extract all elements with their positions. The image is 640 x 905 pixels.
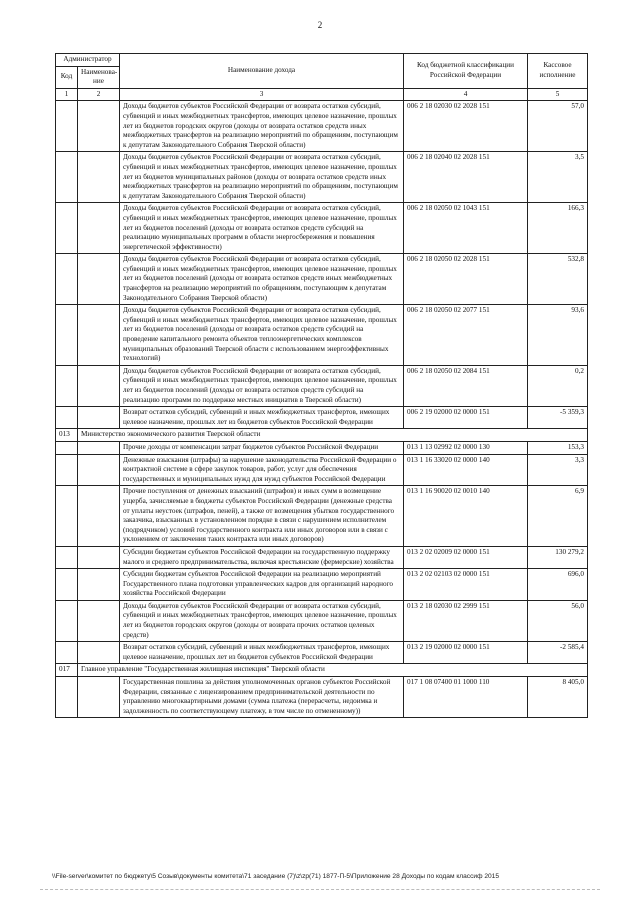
table-row	[56, 101, 588, 152]
income-name: Доходы бюджетов субъектов Российской Федерации от возврата остатков субсидий, субвенций и иных межбюджетных трансфертов, имеющих целевое назначение, прошлых лет из бюджетов муниципальных районов (доходы от возврата остатков средств иных межбюджетных трансфертов на реализацию мероприятий по обращениям, поступающим к депутатам Законодательного Собрания Тверской области)	[120, 152, 404, 203]
income-name: Прочие доходы от компенсации затрат бюджетов субъектов Российской Федерации	[120, 441, 404, 454]
section-row-017	[56, 664, 588, 677]
budget-code: 006 2 18 02040 02 2028 151	[404, 152, 528, 203]
col-num-5: 5	[528, 88, 588, 101]
budget-code: 006 2 18 02050 02 2028 151	[404, 254, 528, 305]
amount: 56,0	[528, 600, 588, 641]
budget-code: 006 2 18 02030 02 2028 151	[404, 101, 528, 152]
amount: 6,9	[528, 486, 588, 547]
header-code: Код	[56, 66, 78, 88]
col-num-4: 4	[404, 88, 528, 101]
admin-name: Главное управление "Государственная жилищная инспекция" Тверской области	[78, 664, 588, 677]
amount: 0,2	[528, 365, 588, 406]
budget-code: 013 1 16 90020 02 0010 140	[404, 486, 528, 547]
amount: 8 405,0	[528, 677, 588, 718]
budget-code: 013 1 16 33020 02 0000 140	[404, 454, 528, 486]
table-row	[56, 569, 588, 601]
budget-code: 013 1 13 02992 02 0000 130	[404, 441, 528, 454]
table-row	[56, 600, 588, 641]
budget-code: 006 2 18 02050 02 2084 151	[404, 365, 528, 406]
amount: 57,0	[528, 101, 588, 152]
income-name: Субсидии бюджетам субъектов Российской Федерации на государственную поддержку малого и среднего предпринимательства, включая крестьянские (фермерские) хозяйства	[120, 546, 404, 568]
income-name: Доходы бюджетов субъектов Российской Федерации от возврата остатков субсидий, субвенций и иных межбюджетных трансфертов, имеющих целевое назначение, прошлых лет из бюджетов поселений (доходы от возврата остатков средств иных межбюджетных трансфертов на реализацию мероприятий по обращениям, поступающим к депутатам Законодательного Собрания Тверской области)	[120, 254, 404, 305]
budget-code: 013 2 02 02103 02 0000 151	[404, 569, 528, 601]
income-name: Прочие поступления от денежных взысканий (штрафов) и иных сумм в возмещение ущерба, зачисляемые в бюджеты субъектов Российской Федерации (денежные средства от уплаты неустоек (штрафов, пеней), а также от возмещения убытков государственного заказчика, взысканных в установленном порядке в связи с нарушением исполнителем (подрядчиком) условий государственного контракта или иных договоров или в связи с уклонением от заключения таких контракта или иных договоров)	[120, 486, 404, 547]
amount: 153,3	[528, 441, 588, 454]
amount: 3,5	[528, 152, 588, 203]
income-name: Государственная пошлина за действия уполномоченных органов субъектов Российской Федерации, связанные с лицензированием предпринимательской деятельности по управлению многоквартирными домами (сумма платежа (перерасчеты, недоимка и задолженность по соответствующему платежу, в том числе по отмененному))	[120, 677, 404, 718]
budget-code: 006 2 18 02050 02 1043 151	[404, 203, 528, 254]
income-name: Доходы бюджетов субъектов Российской Федерации от возврата остатков субсидий, субвенций и иных межбюджетных трансфертов, имеющих целевое назначение, прошлых лет из бюджетов поселений (доходы от возврата остатков средств субсидий на проведение капитального ремонта объектов теплоэнергетических комплексов муниципальных образований Тверской области с использованием энергоэффективных технологий)	[120, 305, 404, 366]
amount: 93,6	[528, 305, 588, 366]
header-income-name: Наименование дохода	[120, 54, 404, 89]
header-budget-code: Код бюджетной классификации Российской Федерации	[404, 54, 528, 89]
col-num-2: 2	[78, 88, 120, 101]
budget-code: 013 2 02 02009 02 0000 151	[404, 546, 528, 568]
income-name: Денежные взыскания (штрафы) за нарушение законодательства Российской Федерации о контрактной системе в сфере закупок товаров, работ, услуг для обеспечения государственных и муниципальных нужд для нужд субъектов Российской Федерации	[120, 454, 404, 486]
admin-code: 013	[56, 429, 78, 442]
table-row	[56, 642, 588, 664]
table-row	[56, 546, 588, 568]
table-row	[56, 254, 588, 305]
income-name: Доходы бюджетов субъектов Российской Федерации от возврата остатков субсидий, субвенций и иных межбюджетных трансфертов, имеющих целевое назначение, прошлых лет из бюджетов городских округов (доходы от возврата остатков средств иных межбюджетных трансфертов на реализацию мероприятий по обращениям, поступающим к депутатам Законодательного Собрания Тверской области)	[120, 101, 404, 152]
section-row-013	[56, 429, 588, 442]
amount: 532,8	[528, 254, 588, 305]
table-row	[56, 407, 588, 429]
amount: 3,3	[528, 454, 588, 486]
budget-code: 013 2 19 02000 02 0000 151	[404, 642, 528, 664]
budget-code: 013 2 18 02030 02 2999 151	[404, 600, 528, 641]
table-row	[56, 677, 588, 718]
income-name: Возврат остатков субсидий, субвенций и иных межбюджетных трансфертов, имеющих целевое назначение, прошлых лет из бюджетов субъектов Российской Федерации	[120, 407, 404, 429]
col-num-3: 3	[120, 88, 404, 101]
col-num-1: 1	[56, 88, 78, 101]
admin-code: 017	[56, 664, 78, 677]
income-table	[55, 53, 588, 718]
footer-divider	[40, 889, 600, 890]
amount: -5 359,3	[528, 407, 588, 429]
amount: 130 279,2	[528, 546, 588, 568]
table-row	[56, 454, 588, 486]
amount: 696,0	[528, 569, 588, 601]
income-name: Субсидии бюджетам субъектов Российской Федерации на реализацию мероприятий Государственного плана подготовки управленческих кадров для организаций народного хозяйства Российской Федерации	[120, 569, 404, 601]
amount: 166,3	[528, 203, 588, 254]
page-number: 2	[317, 20, 323, 30]
budget-code: 006 2 18 02050 02 2077 151	[404, 305, 528, 366]
income-name: Возврат остатков субсидий, субвенций и иных межбюджетных трансфертов, имеющих целевое назначение, прошлых лет из бюджетов субъектов Российской Федерации	[120, 642, 404, 664]
amount: -2 585,4	[528, 642, 588, 664]
income-name: Доходы бюджетов субъектов Российской Федерации от возврата остатков субсидий, субвенций и иных межбюджетных трансфертов, имеющих целевое назначение, прошлых лет из бюджетов поселений (доходы от возврата остатков средств субсидий на реализацию программ по поддержке местных инициатив в Тверской области)	[120, 365, 404, 406]
table-row	[56, 305, 588, 366]
budget-code: 017 1 08 07400 01 1000 110	[404, 677, 528, 718]
table-row	[56, 152, 588, 203]
table-row	[56, 441, 588, 454]
table-row	[56, 486, 588, 547]
header-cash: Кассовое исполнение	[528, 54, 588, 89]
file-path-footer: \\File-server\комитет по бюджету\5 Созыв\документы комитета\71 заседание (7)\z\zp(71) 1877-П-5\Приложение 28 Доходы по кодам классиф 2015	[52, 873, 499, 880]
table-row	[56, 203, 588, 254]
income-name: Доходы бюджетов субъектов Российской Федерации от возврата остатков субсидий, субвенций и иных межбюджетных трансфертов, имеющих целевое назначение, прошлых лет из бюджетов городских округов (доходы от возврата прочих остатков целевых средств)	[120, 600, 404, 641]
header-admin: Администратор	[56, 54, 120, 67]
header-admin-name: Наименова-ние	[78, 66, 120, 88]
table-row	[56, 365, 588, 406]
budget-code: 006 2 19 02000 02 0000 151	[404, 407, 528, 429]
admin-name: Министерство экономического развития Тверской области	[78, 429, 588, 442]
income-name: Доходы бюджетов субъектов Российской Федерации от возврата остатков субсидий, субвенций и иных межбюджетных трансфертов, имеющих целевое назначение, прошлых лет из бюджетов поселений (доходы от возврата остатков средств субсидий на реализацию муниципальных программ в области энергосбережения и повышения энергетической эффективности)	[120, 203, 404, 254]
